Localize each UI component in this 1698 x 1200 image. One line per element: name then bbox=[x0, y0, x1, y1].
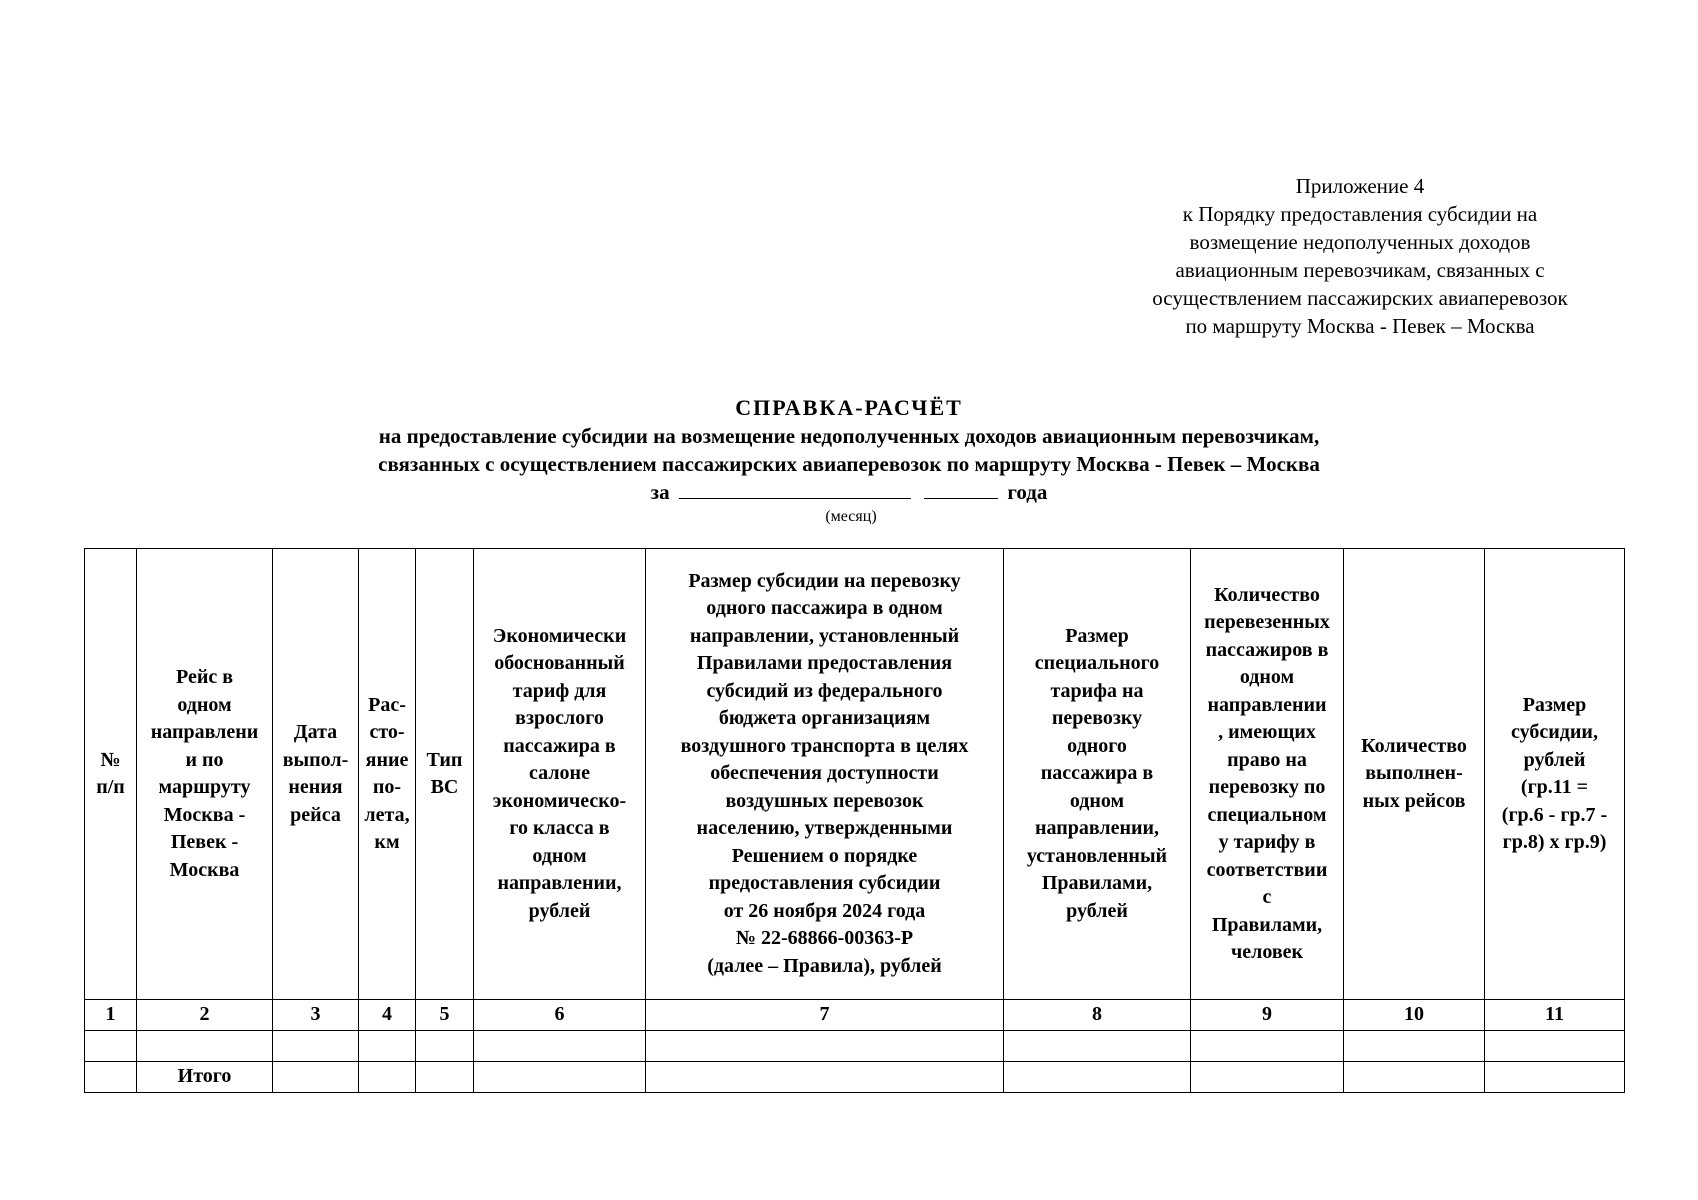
appendix-line: возмещение недополученных доходов bbox=[1189, 230, 1531, 254]
table-row bbox=[85, 1031, 1625, 1062]
column-number: 8 bbox=[1004, 1000, 1191, 1031]
column-header: Экономически обоснованный тариф для взрослого пассажира в салоне экономическо- го класса в одном направлении, рублей bbox=[474, 549, 646, 1000]
total-label: Итого bbox=[137, 1062, 273, 1093]
table-cell[interactable] bbox=[1485, 1031, 1625, 1062]
column-number: 9 bbox=[1191, 1000, 1344, 1031]
table-cell[interactable] bbox=[1191, 1062, 1344, 1093]
column-number: 1 bbox=[85, 1000, 137, 1031]
table-cell[interactable] bbox=[1344, 1031, 1485, 1062]
document-subtitle-line-1: на предоставление субсидии на возмещение недополученных доходов авиационным перевозчикам, bbox=[378, 424, 1320, 448]
table-cell[interactable] bbox=[137, 1031, 273, 1062]
table-cell[interactable] bbox=[1344, 1062, 1485, 1093]
month-hint: (месяц) bbox=[825, 508, 877, 525]
table-cell[interactable] bbox=[416, 1062, 474, 1093]
table-cell[interactable] bbox=[273, 1031, 359, 1062]
table-cell[interactable] bbox=[85, 1062, 137, 1093]
period-suffix: года bbox=[1007, 480, 1048, 504]
column-header: Рас- сто- яние по- лета, км bbox=[359, 549, 416, 1000]
table-cell[interactable] bbox=[1004, 1062, 1191, 1093]
document-header bbox=[0, 394, 1698, 526]
appendix-line: осуществлением пассажирских авиаперевозок bbox=[1152, 286, 1568, 310]
document-title: СПРАВКА-РАСЧЁТ bbox=[735, 395, 963, 420]
column-number: 10 bbox=[1344, 1000, 1485, 1031]
document-subtitle-line-2: связанных с осуществлением пассажирских авиаперевозок по маршруту Москва - Певек – Москва bbox=[378, 452, 1320, 476]
appendix-line: по маршруту Москва - Певек – Москва bbox=[1185, 314, 1535, 338]
appendix-line: Приложение 4 bbox=[1295, 174, 1425, 198]
column-number: 2 bbox=[137, 1000, 273, 1031]
column-header: Размер субсидии на перевозку одного пассажира в одном направлении, установленный Правилами предоставления субсидий из федерального бюджета организациям воздушного транспорта в целях обеспечения доступности воздушных перевозок населению, утвержденными Решением о порядке предоставления субсидии от 26 ноября 2024 года № 22-68866-00363-Р (далее – Правила), рублей bbox=[646, 549, 1004, 1000]
table-cell[interactable] bbox=[646, 1062, 1004, 1093]
table-cell[interactable] bbox=[359, 1031, 416, 1062]
table-cell[interactable] bbox=[474, 1062, 646, 1093]
table-cell[interactable] bbox=[416, 1031, 474, 1062]
subsidy-calculation-table bbox=[84, 548, 1625, 1093]
year-blank-field[interactable] bbox=[924, 478, 998, 499]
table-cell[interactable] bbox=[1485, 1062, 1625, 1093]
column-number: 7 bbox=[646, 1000, 1004, 1031]
appendix-line: к Порядку предоставления субсидии на bbox=[1182, 202, 1538, 226]
table-cell[interactable] bbox=[1004, 1031, 1191, 1062]
appendix-line: авиационным перевозчикам, связанных с bbox=[1175, 258, 1545, 282]
table-header-row bbox=[85, 549, 1625, 1000]
column-header: Размер специального тарифа на перевозку одного пассажира в одном направлении, установленный Правилами, рублей bbox=[1004, 549, 1191, 1000]
table-cell[interactable] bbox=[474, 1031, 646, 1062]
column-header: Количество перевезенных пассажиров в одном направлении , имеющих право на перевозку по специальном у тарифу в соответствии с Правилами, человек bbox=[1191, 549, 1344, 1000]
month-blank-field[interactable] bbox=[679, 478, 911, 499]
column-number: 6 bbox=[474, 1000, 646, 1031]
column-number: 5 bbox=[416, 1000, 474, 1031]
column-header: № п/п bbox=[85, 549, 137, 1000]
column-header: Рейс в одном направлени и по маршруту Москва - Певек - Москва bbox=[137, 549, 273, 1000]
table-cell[interactable] bbox=[273, 1062, 359, 1093]
column-number-row bbox=[85, 1000, 1625, 1031]
appendix-reference bbox=[1100, 172, 1620, 340]
column-number: 4 bbox=[359, 1000, 416, 1031]
column-header: Дата выпол- нения рейса bbox=[273, 549, 359, 1000]
column-header: Размер субсидии, рублей (гр.11 = (гр.6 - гр.7 - гр.8) х гр.9) bbox=[1485, 549, 1625, 1000]
period-prefix: за bbox=[650, 480, 670, 504]
table-cell[interactable] bbox=[359, 1062, 416, 1093]
table-cell[interactable] bbox=[646, 1031, 1004, 1062]
total-row bbox=[85, 1062, 1625, 1093]
table-cell[interactable] bbox=[1191, 1031, 1344, 1062]
reporting-period bbox=[0, 478, 1698, 506]
column-header: Тип ВС bbox=[416, 549, 474, 1000]
table-cell[interactable] bbox=[85, 1031, 137, 1062]
column-number: 11 bbox=[1485, 1000, 1625, 1031]
column-number: 3 bbox=[273, 1000, 359, 1031]
column-header: Количество выполнен- ных рейсов bbox=[1344, 549, 1485, 1000]
